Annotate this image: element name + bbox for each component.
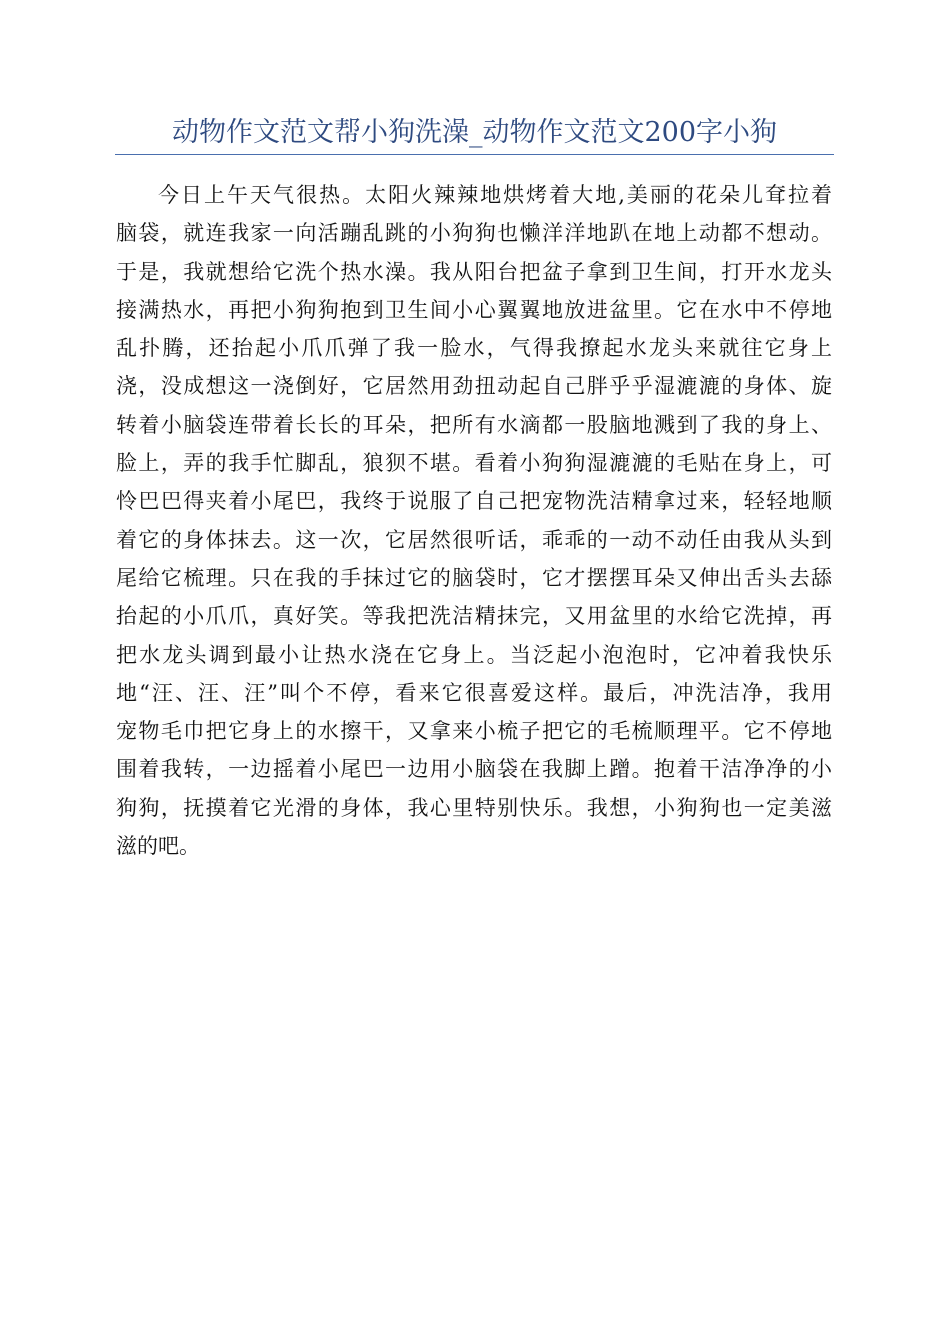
paragraph-line: 怜巴巴得夹着小尾巴，我终于说服了自己把宠物洗洁精拿过来，轻轻地顺 bbox=[116, 489, 832, 514]
paragraph-line: 脸上，弄的我手忙脚乱，狼狈不堪。看着小狗狗湿漉漉的毛贴在身上，可 bbox=[116, 451, 832, 476]
paragraph-line: 接满热水，再把小狗狗抱到卫生间小心翼翼地放进盆里。它在水中不停地 bbox=[116, 297, 832, 322]
paragraph-line: 把水龙头调到最小让热水浇在它身上。当泛起小泡泡时，它冲着我快乐 bbox=[116, 642, 832, 667]
paragraph-line: 抬起的小爪爪，真好笑。等我把洗洁精抹完，又用盆里的水给它洗掉，再 bbox=[116, 604, 832, 629]
paragraph-line: 于是，我就想给它洗个热水澡。我从阳台把盆子拿到卫生间，打开水龙头 bbox=[116, 259, 832, 284]
paragraph-line: 狗狗，抚摸着它光滑的身体，我心里特别快乐。我想，小狗狗也一定美滋 bbox=[116, 795, 832, 820]
paragraph-line: 围着我转，一边摇着小尾巴一边用小脑袋在我脚上蹭。抱着干洁净净的小 bbox=[116, 757, 832, 782]
paragraph-line: 转着小脑袋连带着长长的耳朵，把所有水滴都一股脑地溅到了我的身上、 bbox=[116, 412, 832, 437]
paragraph-line: 宠物毛巾把它身上的水擦干，又拿来小梳子把它的毛梳顺理平。它不停地 bbox=[116, 719, 832, 744]
paragraph-line: 脑袋，就连我家一向活蹦乱跳的小狗狗也懒洋洋地趴在地上动都不想动。 bbox=[116, 221, 832, 246]
paragraph-line: 乱扑腾，还抬起小爪爪弹了我一脸水，气得我撩起水龙头来就往它身上 bbox=[116, 336, 832, 361]
document-title: 动物作文范文帮小狗洗澡_动物作文范文200字小狗 bbox=[115, 112, 834, 155]
paragraph-line: 着它的身体抹去。这一次，它居然很听话，乖乖的一动不动任由我从头到 bbox=[116, 527, 832, 552]
paragraph-line: 浇，没成想这一浇倒好，它居然用劲扭动起自己胖乎乎湿漉漉的身体、旋 bbox=[116, 374, 832, 399]
article-body bbox=[116, 176, 832, 865]
paragraph-line: 尾给它梳理。只在我的手抹过它的脑袋时，它才摆摆耳朵又伸出舌头去舔 bbox=[116, 565, 832, 590]
paragraph-line: 地“汪、汪、汪”叫个不停，看来它很喜爱这样。最后，冲洗洁净，我用 bbox=[116, 680, 832, 705]
paragraph-line: 滋的吧。 bbox=[116, 834, 200, 859]
paragraph-line: 今日上午天气很热。太阳火辣辣地烘烤着大地,美丽的花朵儿耷拉着 bbox=[158, 183, 832, 207]
